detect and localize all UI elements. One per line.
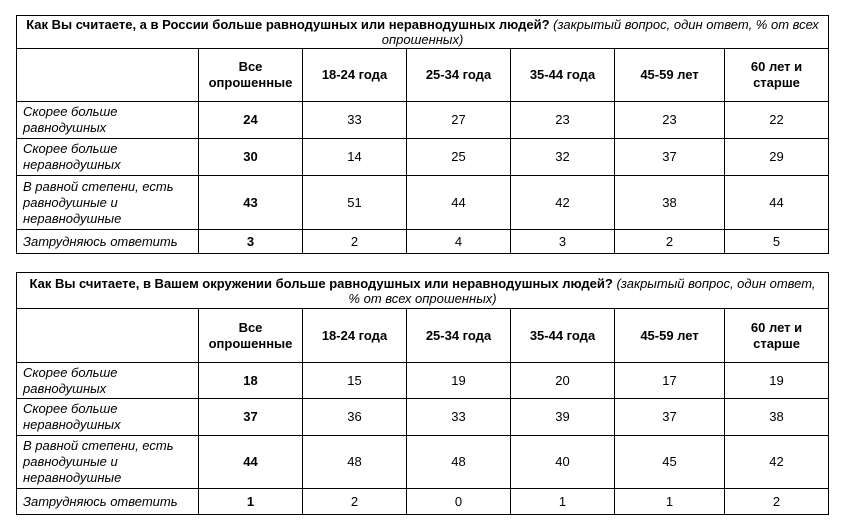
table-row xyxy=(17,436,829,489)
row-label: В равной степени, есть равнодушные и неравнодушные xyxy=(17,176,199,230)
table-row xyxy=(17,489,829,515)
table-row xyxy=(17,230,829,254)
value-cell: 32 xyxy=(511,139,615,176)
header-all-respondents: Все опрошенные xyxy=(199,49,303,102)
value-cell-total: 24 xyxy=(199,102,303,139)
value-cell-total: 44 xyxy=(199,436,303,489)
table-row xyxy=(17,102,829,139)
header-age-18-24: 18-24 года xyxy=(303,49,407,102)
header-empty-cell xyxy=(17,49,199,102)
table-row xyxy=(17,139,829,176)
row-label: Скорее больше равнодушных xyxy=(17,102,199,139)
value-cell: 42 xyxy=(725,436,829,489)
question-row xyxy=(17,273,829,309)
header-age-25-34: 25-34 года xyxy=(407,49,511,102)
value-cell: 2 xyxy=(615,230,725,254)
value-cell: 48 xyxy=(407,436,511,489)
row-label: В равной степени, есть равнодушные и неравнодушные xyxy=(17,436,199,489)
value-cell: 20 xyxy=(511,363,615,399)
value-cell: 2 xyxy=(303,489,407,515)
value-cell-total: 37 xyxy=(199,399,303,436)
value-cell: 2 xyxy=(725,489,829,515)
value-cell: 25 xyxy=(407,139,511,176)
header-row xyxy=(17,49,829,102)
value-cell: 48 xyxy=(303,436,407,489)
value-cell: 36 xyxy=(303,399,407,436)
header-row xyxy=(17,309,829,363)
value-cell: 44 xyxy=(407,176,511,230)
header-age-18-24: 18-24 года xyxy=(303,309,407,363)
value-cell: 22 xyxy=(725,102,829,139)
question-cell xyxy=(17,273,829,309)
value-cell: 1 xyxy=(615,489,725,515)
header-empty-cell xyxy=(17,309,199,363)
question-text: Как Вы считаете, в Вашем окружении больше равнодушных или неравнодушных людей? xyxy=(29,275,613,291)
value-cell: 5 xyxy=(725,230,829,254)
value-cell: 39 xyxy=(511,399,615,436)
value-cell: 44 xyxy=(725,176,829,230)
value-cell: 37 xyxy=(615,399,725,436)
value-cell: 17 xyxy=(615,363,725,399)
row-label: Затрудняюсь ответить xyxy=(17,489,199,515)
header-age-35-44: 35-44 года xyxy=(511,49,615,102)
value-cell: 29 xyxy=(725,139,829,176)
table-row xyxy=(17,176,829,230)
header-all-respondents: Все опрошенные xyxy=(199,309,303,363)
value-cell: 42 xyxy=(511,176,615,230)
value-cell: 51 xyxy=(303,176,407,230)
value-cell: 0 xyxy=(407,489,511,515)
value-cell: 38 xyxy=(725,399,829,436)
value-cell: 2 xyxy=(303,230,407,254)
header-age-35-44: 35-44 года xyxy=(511,309,615,363)
value-cell: 37 xyxy=(615,139,725,176)
survey-table-russia xyxy=(16,15,829,254)
value-cell-total: 43 xyxy=(199,176,303,230)
question-note: (закрытый вопрос, один ответ, % от всех опрошенных) xyxy=(381,17,819,47)
row-label: Скорее больше неравнодушных xyxy=(17,139,199,176)
value-cell: 3 xyxy=(511,230,615,254)
value-cell: 4 xyxy=(407,230,511,254)
value-cell: 15 xyxy=(303,363,407,399)
value-cell: 33 xyxy=(407,399,511,436)
table-row xyxy=(17,363,829,399)
survey-table-surroundings xyxy=(16,272,829,515)
value-cell-total: 1 xyxy=(199,489,303,515)
question-note: (закрытый вопрос, один ответ, % от всех опрошенных) xyxy=(348,275,816,306)
row-label: Скорее больше неравнодушных xyxy=(17,399,199,436)
question-row xyxy=(17,16,829,49)
value-cell-total: 3 xyxy=(199,230,303,254)
question-text: Как Вы считаете, а в России больше равнодушных или неравнодушных людей? xyxy=(26,17,550,32)
value-cell: 14 xyxy=(303,139,407,176)
value-cell: 1 xyxy=(511,489,615,515)
header-age-45-59: 45-59 лет xyxy=(615,49,725,102)
value-cell: 45 xyxy=(615,436,725,489)
header-age-60-plus: 60 лет и старше xyxy=(725,49,829,102)
row-label: Скорее больше равнодушных xyxy=(17,363,199,399)
header-age-60-plus: 60 лет и старше xyxy=(725,309,829,363)
row-label: Затрудняюсь ответить xyxy=(17,230,199,254)
value-cell-total: 18 xyxy=(199,363,303,399)
value-cell: 19 xyxy=(725,363,829,399)
question-cell xyxy=(17,16,829,49)
value-cell: 40 xyxy=(511,436,615,489)
table-row xyxy=(17,399,829,436)
value-cell-total: 30 xyxy=(199,139,303,176)
header-age-45-59: 45-59 лет xyxy=(615,309,725,363)
value-cell: 38 xyxy=(615,176,725,230)
value-cell: 19 xyxy=(407,363,511,399)
value-cell: 27 xyxy=(407,102,511,139)
value-cell: 23 xyxy=(615,102,725,139)
value-cell: 23 xyxy=(511,102,615,139)
header-age-25-34: 25-34 года xyxy=(407,309,511,363)
value-cell: 33 xyxy=(303,102,407,139)
